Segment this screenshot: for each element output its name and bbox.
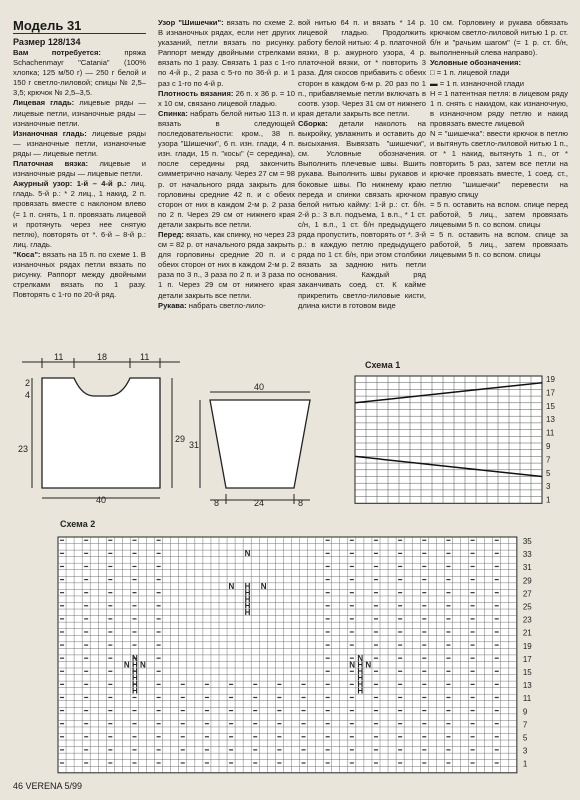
- col4-paragraph: [430, 129, 568, 200]
- col1-paragraph: [13, 48, 146, 98]
- patent-stitch-symbol: H: [131, 660, 138, 670]
- scheme-2-row-number: 33: [522, 550, 532, 560]
- paragraph-text: лицевые ряды — лицевые петли, изнаночные ряды — изнаночные петли.: [13, 98, 147, 128]
- paragraph-text: лицевые ряды — изнаночные петли, изнаночные ряды — лицевые петли.: [13, 128, 146, 158]
- col2-paragraph: [158, 18, 295, 89]
- size-label: Размер 128/134: [13, 37, 81, 47]
- patent-stitch-symbol: H: [244, 581, 251, 591]
- patent-stitch-symbol: H: [357, 673, 364, 683]
- column-1: [13, 18, 146, 300]
- scheme-1-row-number: 3: [546, 482, 551, 492]
- body-bottom-width: 40: [96, 495, 107, 505]
- paragraph-heading: Ажурный узор: 1-й – 4-й р.:: [13, 179, 127, 189]
- col4-paragraph: [430, 200, 568, 230]
- paragraph-text: лицевые и изнаночные ряды — лицевые петли.: [13, 159, 146, 179]
- scheme-2-title: Схема 2: [60, 519, 96, 529]
- scheme-1-row-number: 11: [546, 428, 555, 438]
- paragraph-text: набрать белой нитью 113 п. и вязать в следующей последовательности: кром., 38 п. узора "Шишечки", 6 п. изн. глади, 4 п. изн. глади, 15 п. "косы" (= середина), после середины ряд закончить симметрично началу. Через 27 см = 98 р. от начального ряда закрыть для горловины средние 42 п. и с обеих сторон от них в каждом 2-м р. 2 раза по 2 п. Через 29 см от нижнего края детали закрыть все петли.: [158, 108, 295, 229]
- paragraph-text: ▬ = 1 п. изнаночной глади: [430, 78, 524, 88]
- col1-paragraph: [13, 98, 146, 128]
- paragraph-heading: Спинка:: [158, 108, 188, 118]
- col1-paragraph: [13, 250, 146, 300]
- paragraph-text: 10 см. Горловину и рукава обвязать крючком светло-лиловой нитью 1 р. ст. б/н и "рачьим шагом" (= 1 р. ст. б/н, выполненный слева направо).: [430, 18, 568, 58]
- paragraph-heading: Изнаночная гладь:: [13, 128, 87, 138]
- paragraph-text: набрать светло-лило-: [186, 300, 266, 310]
- patent-stitch-symbol: H: [131, 667, 138, 677]
- paragraph-heading: Условные обозначения:: [430, 58, 522, 68]
- scheme-1-row-number: 13: [546, 415, 555, 425]
- paragraph-text: = 5 п. оставить на вспом. спице за работой, 5 лиц., затем провязать лицевыми 5 п. со вспом. спицы: [430, 229, 568, 260]
- scheme-1-row-number: 1: [546, 495, 551, 505]
- scheme-1-chart: [335, 358, 570, 513]
- col1-body: [13, 48, 146, 300]
- scheme-2-row-number: 29: [522, 576, 532, 586]
- paragraph-text: H = 1 патентная петля: в лицевом ряду 1 п. снять с накидом, как изнаночную, в изнаночном ряду петлю и накид провязать вместе лицевой: [430, 88, 569, 128]
- body-top-left: 11: [54, 352, 64, 362]
- paragraph-heading: Рукава:: [158, 300, 187, 310]
- col4-paragraph: [430, 18, 568, 58]
- col1-paragraph: [13, 159, 146, 179]
- paragraph-text: вой нитью 64 п. и вязать * 14 р. лицевой гладью. Продолжить работу белой нитью: 4 р. платочной вязки, 8 р. ажурного узора, 4 р. платочной вязки, от * повторить 3 раза. Для скосов прибавить с обеих сторон в каждом 6-м р. 20 раз по 1 п., прибавляемые петли включать в соотв. узор. Через 31 см от нижнего края детали закрыть все петли.: [298, 18, 426, 118]
- patent-stitch-symbol: H: [244, 608, 251, 618]
- scheme-2-chart: [40, 517, 570, 779]
- sleeve-top-width: 40: [254, 382, 265, 392]
- scheme-2-row-number: 11: [522, 694, 532, 704]
- body-right-height: 29: [175, 434, 186, 444]
- scheme-1-row-number: 9: [546, 442, 551, 451]
- patent-stitch-symbol: H: [357, 680, 364, 690]
- sleeve-height: 31: [189, 440, 200, 450]
- bobble-symbol: N: [260, 581, 267, 591]
- scheme-2-row-number: 23: [522, 615, 532, 625]
- scheme-2-row-number: 19: [522, 641, 532, 651]
- col4-paragraph: [430, 89, 568, 129]
- scheme-2-row-number: 5: [522, 733, 528, 743]
- paragraph-text: = 5 п. оставить на вспом. спице перед работой, 5 лиц., затем провязать лицевыми 5 п. со вспом. спицы: [430, 199, 568, 229]
- body-neck-front: 4: [25, 390, 31, 400]
- column-2: [158, 18, 295, 311]
- patent-stitch-symbol: H: [131, 680, 138, 690]
- scheme-2-row-number: 21: [522, 628, 532, 638]
- patent-stitch-symbol: H: [244, 595, 251, 604]
- col1-paragraph: [13, 179, 146, 250]
- body-neck-back: 2: [25, 378, 31, 388]
- scheme-2-row-number: 7: [522, 720, 528, 730]
- col1-paragraph: [13, 129, 146, 159]
- sleeve-bottom-mid: 24: [254, 498, 265, 508]
- patent-stitch-symbol: H: [357, 686, 364, 696]
- column-3: [298, 18, 426, 311]
- paragraph-heading: Лицевая гладь:: [13, 98, 75, 108]
- paragraph-heading: Плотность вязания:: [158, 88, 234, 98]
- scheme-2-row-number: 31: [522, 563, 532, 573]
- paragraph-text: вязать, как спинку, но через 23 см = 82 р. от начального ряда закрыть для горловины средние 20 п. и с обеих сторон от них в каждом 2-м р. 2 раза по 3 п., 3 раза по 2 п. и 3 раза по 1 п. Через 29 см от нижнего края детали закрыть все петли.: [158, 229, 295, 300]
- scheme-1-title: Схема 1: [365, 360, 401, 370]
- column-4: [430, 18, 568, 260]
- scheme-1-grid: [355, 376, 542, 503]
- col4-paragraph: [430, 79, 568, 89]
- bobble-symbol: N: [365, 660, 372, 670]
- sleeve-bottom-left: 8: [214, 498, 220, 508]
- scheme-2-row-number: 3: [522, 746, 528, 756]
- bobble-symbol: N: [349, 660, 356, 670]
- paragraph-text: пряжа Schachenmayr "Catania" (100% хлопка; 125 м/50 г) — 250 г белой и 150 г светло-лиловой; спицы № 2,5–3,5; крючок № 2,5–3,5.: [13, 48, 146, 98]
- body-top-right: 11: [140, 352, 150, 362]
- bobble-symbol: N: [357, 653, 364, 663]
- col2-paragraph: [158, 89, 295, 109]
- body-top-mid: 18: [97, 352, 108, 362]
- col3-paragraph: [298, 119, 426, 311]
- bobble-symbol: N: [131, 653, 138, 663]
- model-title: Модель 31: [13, 18, 146, 34]
- scheme-2-row-number: 17: [522, 654, 532, 664]
- scheme-1-row-number: 5: [546, 468, 551, 478]
- patent-stitch-symbol: H: [131, 673, 138, 683]
- col3-paragraph: [298, 18, 426, 119]
- paragraph-heading: "Коса":: [13, 249, 41, 259]
- col4-paragraph: [430, 68, 568, 78]
- paragraph-heading: Платочная вязка:: [13, 159, 88, 169]
- body-left-height: 23: [18, 444, 29, 454]
- scheme-2-row-number: 35: [522, 537, 532, 546]
- scheme-1-row-number: 19: [546, 375, 555, 384]
- body-pattern-diagram: [12, 350, 192, 505]
- scheme-2-row-number: 27: [522, 589, 532, 599]
- scheme-2-row-number: 9: [522, 707, 528, 717]
- paragraph-text: вязать на 15 п. по схеме 1. В изнаночных рядах петли вязать по рисунку. Раппорт между двойными стрелками вязать по 1 разу. Повторять с 1-го по 20-й ряд.: [13, 249, 146, 300]
- paragraph-text: 26 п. x 36 р. = 10 x 10 см, связано лицевой гладью.: [158, 88, 295, 108]
- paragraph-text: вязать по схеме 2. В изнаночных рядах, если нет других указаний, петли вязать по рисунку. Раппорт между двойными стрелками вязать по 1 разу. Связать 1 раз с 1-го по 4-й р., 2 раза с 5-го по 36-й р. и 1 раз с 1-го по 4-й р.: [158, 18, 295, 88]
- patent-stitch-symbol: H: [357, 660, 364, 670]
- paragraph-heading: Перед:: [158, 229, 184, 239]
- paragraph-heading: Вам потребуется:: [13, 48, 101, 57]
- sleeve-pattern-diagram: [188, 380, 328, 510]
- patent-stitch-symbol: H: [244, 588, 251, 598]
- sleeve-bottom-right: 8: [298, 498, 304, 508]
- scheme-1-row-number: 7: [546, 455, 551, 465]
- scheme-1-row-number: 17: [546, 388, 555, 398]
- col2-paragraph: [158, 109, 295, 230]
- scheme-2-row-number: 13: [522, 681, 532, 691]
- paragraph-text: □ = 1 п. лицевой глади: [430, 68, 510, 78]
- paragraph-text: N = "шишечка": ввести крючок в петлю и вытянуть светло-лиловой нитью 1 п., от * 1 накид, вытянуть 1 п., от * повторить 5 раз, затем все петли на крючке провязать вместе, 1 соед. ст., петлю "шишечки" перевести на правую спицу: [430, 129, 568, 199]
- paragraph-text: лиц. гладь. 5-й р.: * 2 лиц., 1 накид, 2 п. провязать вместе с наклоном влево (= 1 п. снять, 1 п. провязать лицевой и протянуть через нее снятую петлю), повторять от *. 6-й – 8-й р.: лиц. гладь.: [13, 179, 146, 249]
- page-footer: 46 VERENA 5/99: [13, 781, 83, 791]
- paragraph-heading: Узор "Шишечки":: [158, 18, 224, 27]
- scheme-2-row-number: 1: [522, 759, 528, 769]
- col2-paragraph: [158, 301, 295, 311]
- bobble-symbol: N: [244, 549, 251, 559]
- bobble-symbol: N: [123, 660, 130, 670]
- scheme-2-grid: [58, 537, 517, 773]
- patent-stitch-symbol: H: [131, 686, 138, 696]
- paragraph-heading: Сборка:: [298, 118, 328, 128]
- scheme-2-row-number: 15: [522, 668, 532, 677]
- scheme-2-row-number: 25: [522, 602, 532, 612]
- col4-paragraph: [430, 58, 568, 68]
- paragraph-text: детали наколоть на выкройку, увлажнить и оставить до высыхания. Вывязать "шишечки", см. Условные обозначения. Выполнить плечевые швы. Вшить рукава. Выполнить швы рукавов и боковые швы. По нижнему краю переда и спинки связать крючком белой нитью кайму: 1-й р.: ст. б/н. 2-й р.: 3 в.п. подъема, 1 в.п., * 1 ст. с/н, 1 в.п., 1 ст. б/н предыдущего ряда пропустить, повторять от *. 3-й р.: в каждую петлю предыдущего ряда по 1 ст. б/н, при этом столбики вязать за заднюю нить петли основания. Каждый ряд заканчивать соед. ст. К кайме прикрепить светло-лиловые кисти, длина кисти в готовом виде: [298, 118, 426, 310]
- col2-paragraph: [158, 230, 295, 301]
- bobble-symbol: N: [228, 581, 235, 591]
- patent-stitch-symbol: H: [357, 667, 364, 677]
- bobble-symbol: N: [140, 660, 146, 670]
- patent-stitch-symbol: H: [244, 601, 251, 611]
- col4-paragraph: [430, 230, 568, 260]
- scheme-1-row-number: 15: [546, 401, 555, 411]
